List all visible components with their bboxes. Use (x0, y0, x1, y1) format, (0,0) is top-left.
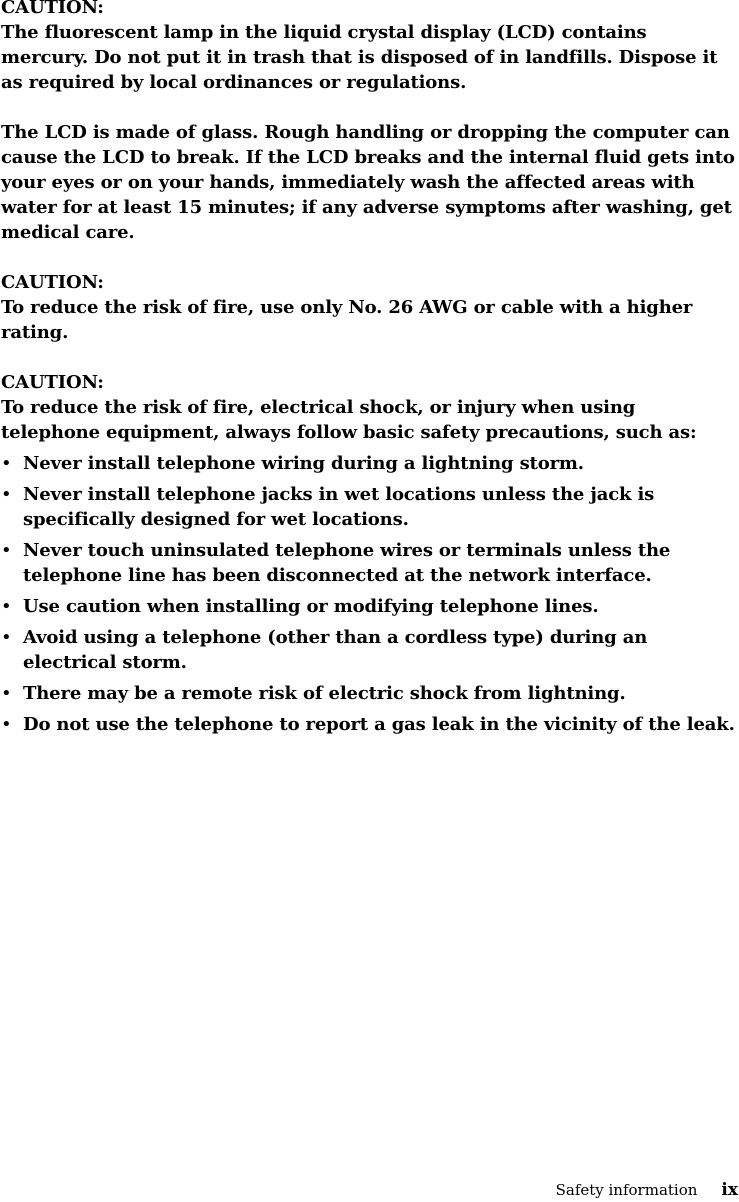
list-item (1, 625, 739, 675)
list-item (1, 712, 739, 737)
list-item (1, 594, 739, 619)
caution-heading: CAUTION: (1, 372, 104, 393)
bullet-icon: • (1, 683, 12, 704)
footer-section-title: Safety information (555, 1181, 698, 1199)
bullet-icon: • (1, 453, 12, 474)
list-item-text: Never install telephone jacks in wet locations unless the jack is specifically designed for wet locations. (23, 484, 655, 530)
list-item (1, 482, 739, 532)
list-item-text: Avoid using a telephone (other than a cordless type) during an electrical storm. (23, 627, 648, 673)
list-item-text: Never install telephone wiring during a lightning storm. (23, 453, 584, 474)
page-content (1, 0, 739, 762)
page-number: ix (721, 1180, 738, 1200)
list-item-text: Never touch uninsulated telephone wires or terminals unless the telephone line has been disconnected at the network interface. (23, 540, 671, 586)
lcd-glass-paragraph: The LCD is made of glass. Rough handling or dropping the computer can cause the LCD to break. If the LCD breaks and the internal fluid gets into your eyes or on your hands, immediately wash the affected areas with water for at least 15 minutes; if any adverse symptoms after washing, get medical care. (1, 122, 735, 243)
cable-rating-paragraph: To reduce the risk of fire, use only No. 26 AWG or cable with a higher rating. (1, 297, 693, 343)
telephone-precautions-list (1, 451, 739, 737)
lcd-glass-section (1, 120, 739, 245)
caution-mercury-section (1, 0, 739, 95)
caution-heading: CAUTION: (1, 0, 104, 18)
telephone-safety-paragraph: To reduce the risk of fire, electrical shock, or injury when using telephone equipment, always follow basic safety precautions, such as: (1, 397, 697, 443)
bullet-icon: • (1, 540, 12, 561)
bullet-icon: • (1, 596, 12, 617)
list-item-text: Use caution when installing or modifying telephone lines. (23, 596, 599, 617)
bullet-icon: • (1, 484, 12, 505)
list-item (1, 538, 739, 588)
list-item (1, 681, 739, 706)
caution-cable-section (1, 270, 739, 345)
bullet-icon: • (1, 627, 12, 648)
list-item (1, 451, 739, 476)
page-footer (556, 1180, 738, 1200)
bullet-icon: • (1, 714, 12, 735)
caution-heading: CAUTION: (1, 272, 104, 293)
caution-telephone-section (1, 370, 739, 737)
mercury-warning-paragraph: The fluorescent lamp in the liquid crystal display (LCD) contains mercury. Do not put it in trash that is disposed of in landfills. Dispose it as required by local ordinances or regulations. (1, 22, 718, 93)
list-item-text: Do not use the telephone to report a gas leak in the vicinity of the leak. (23, 714, 735, 735)
list-item-text: There may be a remote risk of electric shock from lightning. (23, 683, 626, 704)
